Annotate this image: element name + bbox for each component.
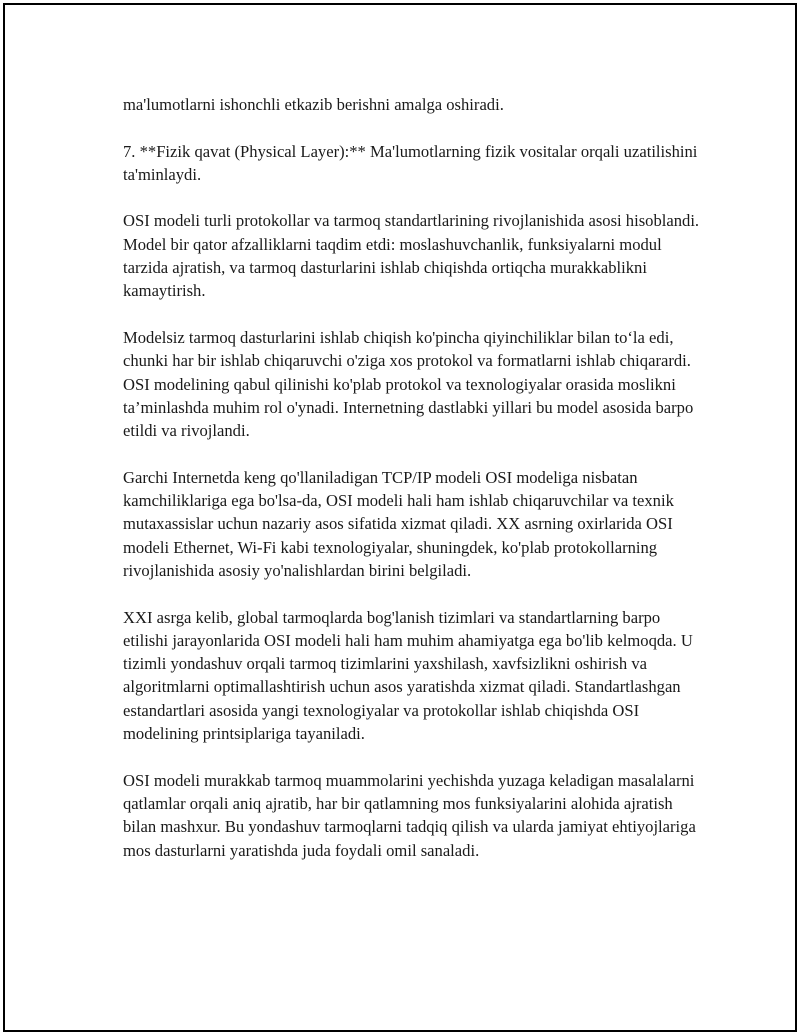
page-frame [3, 3, 797, 1032]
paragraph-21st-century: XXI asrga kelib, global tarmoqlarda bog'lanish tizimlari va standartlarning barpo etilishi jarayonlarida OSI modeli hali ham muhim ahamiyatga ega bo'lib kelmoqda. U tizimli yondashuv orqali tarmoq tizimlarini yaxshilash, xavfsizlikni oshirish va algoritmlarni optimallashtirish uchun asos yaratishda xizmat qiladi. Standartlashgan estandartlari asosida yangi texnologiyalar va protokollar ishlab chiqishda OSI modelining printsiplariga tayaniladi. [123, 607, 693, 744]
paragraph-conclusion: OSI modeli murakkab tarmoq muammolarini yechishda yuzaga keladigan masalalarni qatlamlar orqali aniq ajratib, har bir qatlamning mos funksiyalarini alohida ajratish bilan mashxur. Bu yondashuv tarmoqlarni tadqiq qilish va ularda jamiyat ehtiyojlariga mos dasturlarni yaratishda juda foydali omil sanaladi. [123, 770, 696, 860]
paragraph-osi-protocols: OSI modeli turli protokollar va tarmoq standartlarining rivojlanishida asosi hisoblandi. Model bir qator afzalliklarni taqdim etdi: moslashuvchanlik, funksiyalarni modul tarzida ajratish, va tarmoq dasturlarini ishlab chiqishda ortiqcha murakkablikni kamaytirish. [123, 211, 700, 301]
paragraph-physical-layer: 7. **Fizik qavat (Physical Layer):** Ma'lumotlarning fizik vositalar orqali uzatilishini ta'minlaydi. [123, 141, 698, 184]
paragraph-tcp-ip-comparison: Garchi Internetda keng qo'llaniladigan TCP/IP modeli OSI modeliga nisbatan kamchiliklariga ega bo'lsa-da, OSI modeli hali ham ishlab chiqaruvchilar va texnik mutaxassislar uchun nazariy asos sifatida xizmat qiladi. XX asrning oxirlarida OSI modeli Ethernet, Wi-Fi kabi texnologiyalar, shuningdek, ko'plab protokollarning rivojlanishida asosiy yo'nalishlardan birini belgiladi. [123, 467, 674, 580]
document-body [123, 93, 703, 885]
paragraph-continuation: ma'lumotlarni ishonchli etkazib berishni amalga oshiradi. [123, 95, 504, 114]
paragraph-modelless-development: Modelsiz tarmoq dasturlarini ishlab chiqish ko'pincha qiyinchiliklar bilan to‘la edi, chunki har bir ishlab chiqaruvchi o'ziga xos protokol va formatlarni ishlab chiqarardi. OSI modelining qabul qilinishi ko'plab protokol va texnologiyalar orasida moslikni ta’minlashda muhim rol o'ynadi. Internetning dastlabki yillari bu model asosida barpo etildi va rivojlandi. [123, 327, 694, 441]
